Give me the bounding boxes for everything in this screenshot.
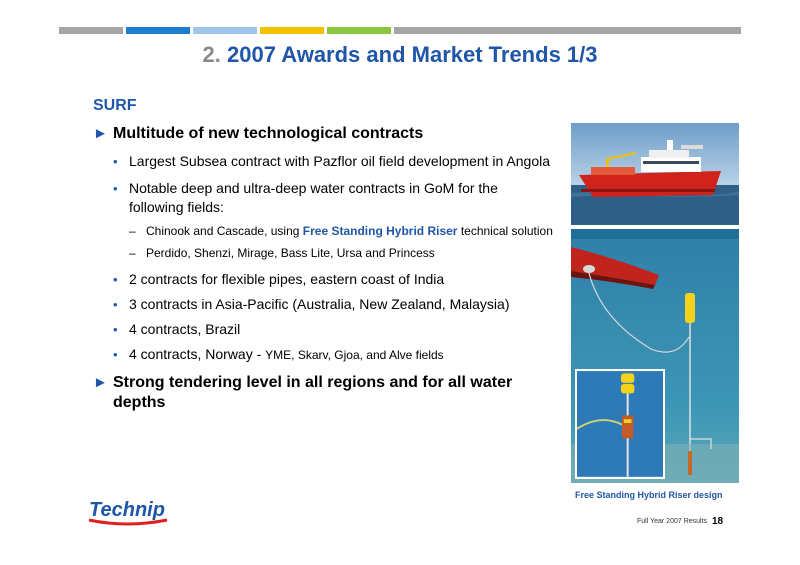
bar-segment-gray <box>59 27 123 34</box>
dot-bullet-icon: • <box>113 272 118 287</box>
dot-bullet-icon: • <box>113 154 118 169</box>
bullet-text: 4 contracts, Brazil <box>129 321 241 337</box>
bullet-text: Strong tendering level in all regions and for all water depths <box>113 374 513 411</box>
bar-segment-green <box>327 27 391 34</box>
highlight-text: Free Standing Hybrid Riser <box>302 224 458 238</box>
bullet-level1 <box>93 373 555 413</box>
bullet-text: Multitude of new technological contracts <box>113 125 424 142</box>
dot-bullet-icon: • <box>113 347 118 362</box>
bar-segment-blue <box>126 27 190 34</box>
dash-bullet-icon: – <box>129 224 136 238</box>
technip-logo <box>87 498 177 528</box>
bullet-text-part: technical solution <box>457 224 553 238</box>
bullet-level2 <box>113 320 555 339</box>
top-color-bar <box>59 27 744 34</box>
bullet-text-part: Chinook and Cascade, using <box>146 224 303 238</box>
dot-bullet-icon: • <box>113 181 118 196</box>
bullet-text: Largest Subsea contract with Pazflor oil field development in Angola <box>129 153 551 169</box>
slide-title <box>0 42 800 68</box>
title-text: 2007 Awards and Market Trends 1/3 <box>226 42 598 67</box>
dash-bullet-icon: – <box>129 246 136 260</box>
bullet-level2 <box>113 179 555 217</box>
bullet-text: Perdido, Shenzi, Mirage, Bass Lite, Ursa and Princess <box>146 246 435 260</box>
dot-bullet-icon: • <box>113 322 118 337</box>
bullet-level3 <box>129 245 555 262</box>
page-number: 18 <box>712 516 724 527</box>
arrow-bullet-icon: ► <box>93 374 108 391</box>
bullet-level2 <box>113 152 555 171</box>
bullet-level2 <box>113 295 555 314</box>
bullet-text <box>129 345 444 365</box>
bar-segment-lightblue <box>193 27 257 34</box>
bullet-text: 2 contracts for flexible pipes, eastern coast of India <box>129 271 445 287</box>
title-number: 2. <box>202 42 221 67</box>
bullet-text: 3 contracts in Asia-Pacific (Australia, New Zealand, Malaysia) <box>129 296 510 312</box>
bar-segment-gray-long <box>394 27 741 34</box>
bullet-text: Notable deep and ultra-deep water contracts in GoM for the following fields: <box>129 180 498 215</box>
bullet-text <box>146 223 553 240</box>
bar-segment-yellow <box>260 27 324 34</box>
bullet-level2 <box>113 270 555 289</box>
dot-bullet-icon: • <box>113 297 118 312</box>
svg-text:Technip: Technip <box>89 499 165 521</box>
image-caption: Free Standing Hybrid Riser design <box>575 490 723 500</box>
bullet-text-part: 4 contracts, Norway - <box>129 346 266 362</box>
riser-detail-inset <box>575 369 665 479</box>
section-heading: SURF <box>93 97 137 114</box>
bullet-level2 <box>113 345 555 365</box>
arrow-bullet-icon: ► <box>93 125 108 142</box>
bullet-list <box>93 124 555 413</box>
bullet-level1 <box>93 124 555 144</box>
footer-text: Full Year 2007 Results <box>637 518 708 525</box>
ship-photo <box>571 123 739 225</box>
bullet-level3 <box>129 223 555 240</box>
bullet-text-small: YME, Skarv, Gjoa, and Alve fields <box>265 348 444 362</box>
